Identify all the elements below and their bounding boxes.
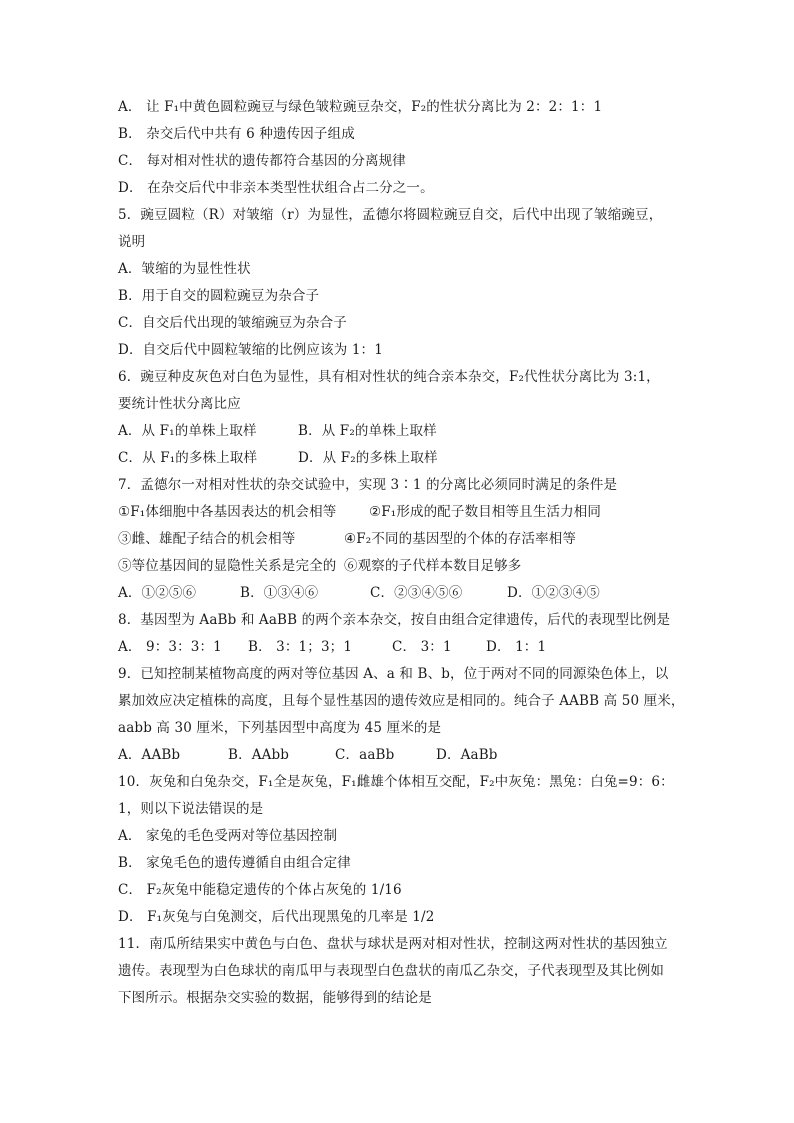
q7-condition-1: ①F₁体细胞中各基因表达的机会相等 [118, 504, 337, 520]
q7-condition-2: ②F₁形成的配子数目相等且生活力相同 [369, 504, 602, 520]
q11-stem-cont-2: 下图所示。根据杂交实验的数据，能够得到的结论是 [118, 990, 432, 1006]
q5-option-b: B．用于自交的圆粒豌豆为杂合子 [118, 288, 320, 304]
q7-conditions-row-1 [118, 499, 678, 526]
q9-stem-cont-1: 累加效应决定植株的高度，且每个显性基因的遗传效应是相同的。纯合子 AABB 高 50 厘米， [118, 693, 685, 709]
q6-stem: 6．豌豆种皮灰色对白色为显性，具有相对性状的纯合亲本杂交，F₂代性状分离比为 3:1， [118, 369, 660, 385]
q10-option-a: A． 家兔的毛色受两对等位基因控制 [118, 828, 338, 844]
q6-option-d: D．从 F₂的多株上取样 [298, 450, 438, 466]
q8-option-a: A． 9：3：3：1 [118, 639, 222, 655]
q7-stem: 7．孟德尔一对相对性状的杂交试验中，实现 3∶1 的分离比必须同时满足的条件是 [118, 477, 618, 493]
q7-option-c: C．②③④⑤⑥ [370, 585, 463, 601]
q5-stem: 5．豌豆圆粒（R）对皱缩（r）为显性，孟德尔将圆粒豌豆自交，后代中出现了皱缩豌豆， [118, 207, 663, 223]
q9-option-d: D．AaBb [436, 747, 498, 763]
q6-option-b: B．从 F₂的单株上取样 [298, 423, 437, 439]
q8-option-d: D． 1：1 [486, 639, 547, 655]
q6-options-row-2 [118, 445, 678, 472]
q11-stem-cont-1: 遗传。表现型为白色球状的南瓜甲与表现型白色盘状的南瓜乙杂交，子代表现型及其比例如 [118, 963, 664, 979]
q9-stem: 9．已知控制某植物高度的两对等位基因 A、a 和 B、b，位于两对不同的同源染色体上，以 [118, 666, 669, 682]
q7-conditions-row-3 [118, 553, 678, 580]
q7-condition-6: ⑥观察的子代样本数目足够多 [344, 558, 522, 574]
q7-condition-3: ③雌、雄配子结合的机会相等 [118, 531, 296, 547]
q7-conditions-row-2 [118, 526, 678, 553]
q10-option-b: B． 家兔毛色的遗传遵循自由组合定律 [118, 855, 351, 871]
q8-stem: 8．基因型为 AaBb 和 AaBB 的两个亲本杂交，按自由组合定律遗传，后代的表现型比例是 [118, 612, 671, 628]
q6-option-a: A．从 F₁的单株上取样 [118, 423, 257, 439]
q7-options-row [118, 580, 678, 607]
question-list [118, 94, 685, 1012]
q5-stem-cont: 说明 [118, 234, 146, 250]
q8-option-b: B． 3：1；3；1 [248, 639, 353, 655]
q9-stem-cont-2: aabb 高 30 厘米，下列基因型中高度为 45 厘米的是 [118, 720, 442, 736]
q10-stem-cont: 1，则以下说法错误的是 [118, 801, 264, 817]
q6-option-c: C．从 F₁的多株上取样 [118, 450, 258, 466]
q11-stem: 11．南瓜所结果实中黄色与白色、盘状与球状是两对相对性状，控制这两对性状的基因独立 [118, 936, 668, 952]
q10-option-c: C． F₂灰兔中能稳定遗传的个体占灰兔的 1/16 [118, 882, 402, 898]
q5-option-c: C．自交后代出现的皱缩豌豆为杂合子 [118, 315, 347, 331]
q6-stem-cont: 要统计性状分离比应 [118, 396, 241, 412]
q4-option-d: D． 在杂交后代中非亲本类型性状组合占二分之一。 [118, 180, 434, 196]
q5-option-a: A．皱缩的为显性性状 [118, 261, 251, 277]
q9-option-c: C．aaBb [335, 747, 395, 763]
q4-option-a: A． 让 F₁中黄色圆粒豌豆与绿色皱粒豌豆杂交，F₂的性状分离比为 2：2：1：1 [118, 99, 603, 115]
q7-condition-4: ④F₂不同的基因型的个体的存活率相等 [344, 531, 577, 547]
q7-option-b: B．①③④⑥ [240, 585, 319, 601]
q8-options-row [118, 634, 678, 661]
q4-option-b: B． 杂交后代中共有 6 种遗传因子组成 [118, 126, 355, 142]
q10-option-d: D． F₁灰兔与白兔测交，后代出现黑兔的几率是 1/2 [118, 909, 435, 925]
q7-condition-5: ⑤等位基因间的显隐性关系是完全的 [118, 558, 337, 574]
q9-option-b: B．AAbb [228, 747, 290, 763]
q7-option-a: A．①②⑤⑥ [118, 585, 197, 601]
q9-options-row [118, 742, 678, 769]
q7-option-d: D．①②③④⑤ [507, 585, 600, 601]
q6-options-row-1 [118, 418, 678, 445]
q5-option-d: D．自交后代中圆粒皱缩的比例应该为 1：1 [118, 342, 383, 358]
q9-option-a: A．AABb [118, 747, 181, 763]
q10-stem: 10．灰兔和白兔杂交，F₁全是灰兔，F₁雌雄个体相互交配，F₂中灰兔：黑兔：白兔=9：6： [118, 774, 674, 790]
q8-option-c: C． 3：1 [392, 639, 452, 655]
q4-option-c: C． 每对相对性状的遗传都符合基因的分离规律 [118, 153, 406, 169]
